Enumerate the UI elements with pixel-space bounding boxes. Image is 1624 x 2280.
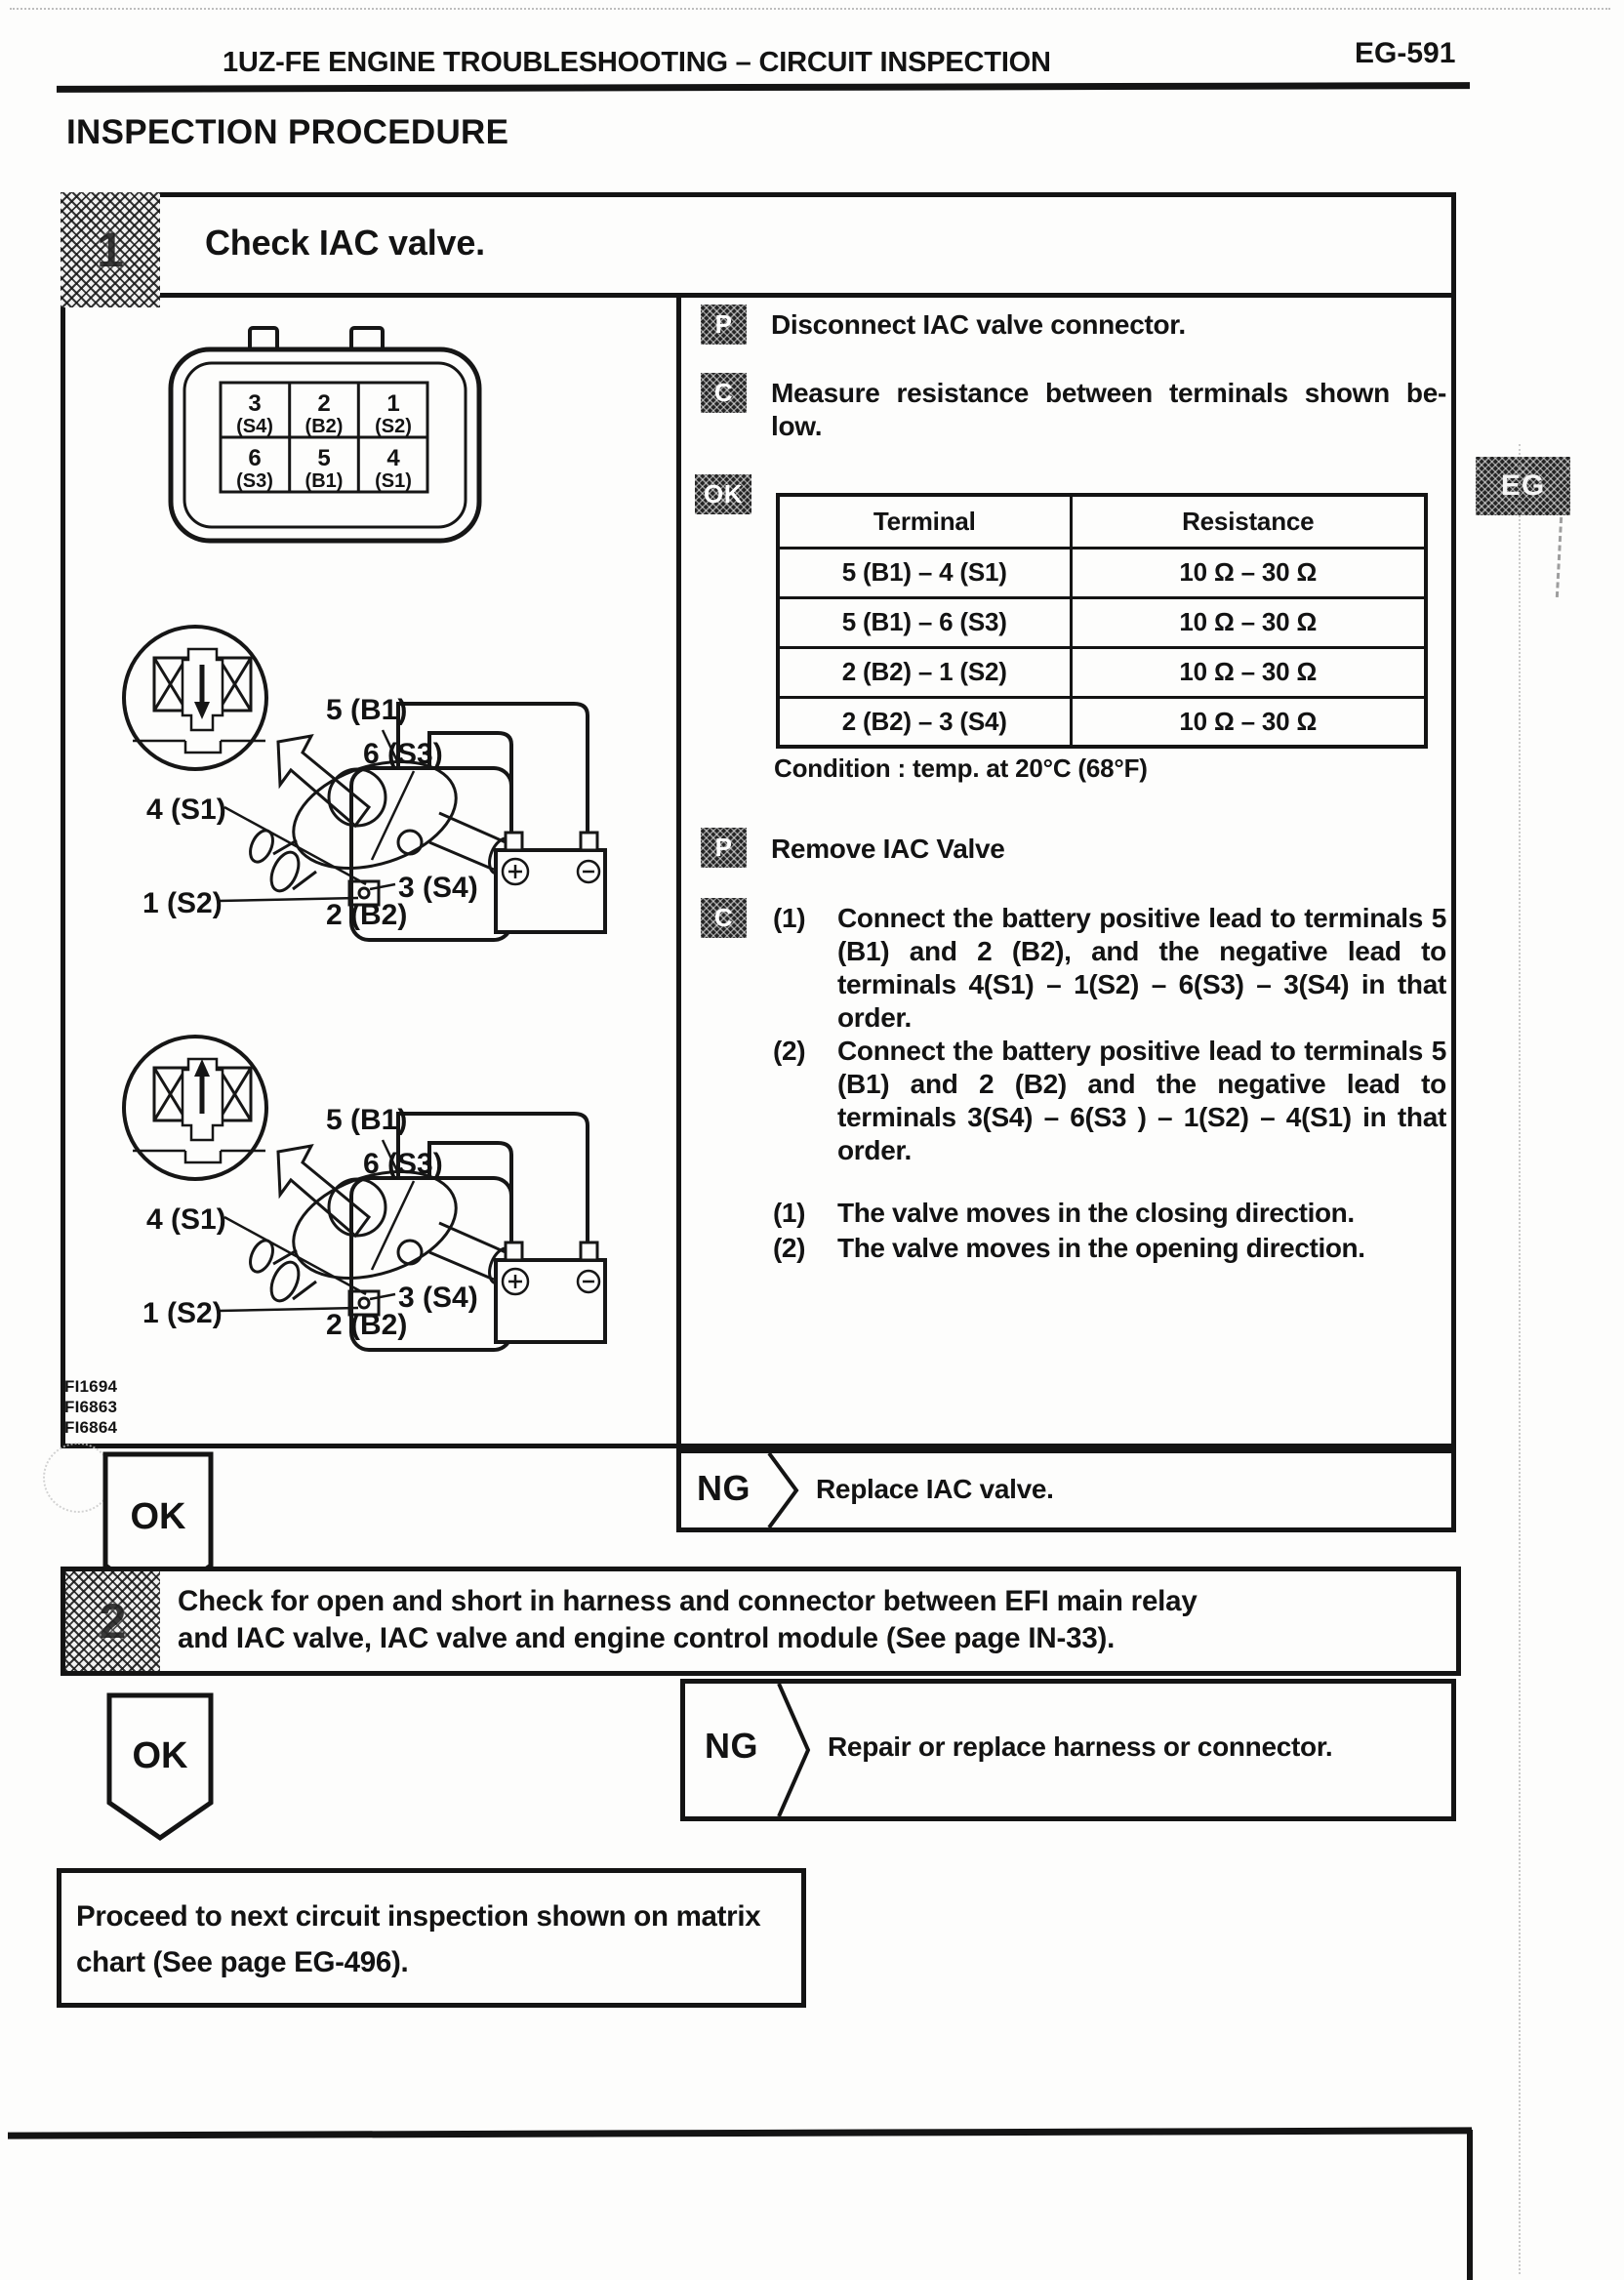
scan-line-bottom — [8, 2127, 1472, 2138]
step2-ng-label: NG — [705, 1726, 758, 1766]
resistance-cell: 10 Ω – 30 Ω — [1071, 548, 1426, 597]
list-number: (2) — [773, 1036, 806, 1066]
prepare-badge — [701, 828, 747, 868]
figure-id: FI6864 — [64, 1418, 118, 1437]
pin-code: (S4) — [236, 416, 273, 437]
prepare-badge-letter: P — [714, 309, 733, 339]
step1-instruction-measure — [771, 377, 1446, 443]
pin-code: (S2) — [375, 416, 412, 437]
label-terminal-b1: 5 (B1) — [326, 694, 408, 726]
header-rule — [57, 82, 1470, 93]
scan-noise-top — [10, 8, 1610, 10]
scan-mark-tab — [1556, 517, 1563, 597]
step1-column-divider — [676, 296, 681, 1448]
side-tab-label: EG — [1500, 469, 1546, 502]
check-badge — [701, 373, 747, 413]
prepare-badge-letter: P — [714, 833, 733, 862]
pin-num: 2 — [317, 390, 331, 417]
label-terminal-s1: 4 (S1) — [146, 1203, 226, 1236]
check-badge — [701, 898, 747, 938]
scan-line-bottom-right — [1467, 2130, 1473, 2280]
proceed-text — [76, 1893, 760, 1985]
step2-number-cell — [65, 1571, 160, 1671]
step2-title — [178, 1583, 1198, 1657]
pin-num: 1 — [386, 390, 400, 417]
step1-instruction-disconnect: Disconnect IAC valve connector. — [771, 309, 1186, 340]
pin-code: (S1) — [375, 470, 412, 492]
terminal-cell: 5 (B1) – 6 (S3) — [778, 597, 1071, 647]
pin-num: 3 — [248, 390, 262, 417]
resistance-cell: 10 Ω – 30 Ω — [1071, 597, 1426, 647]
iac-test-diagram-closing — [70, 561, 675, 966]
result-text: The valve moves in the closing direction. — [837, 1198, 1355, 1228]
step2-ng-text: Repair or replace harness or connector. — [828, 1731, 1333, 1762]
step2-title-line: and IAC valve, IAC valve and engine control module (See page IN-33). — [178, 1622, 1116, 1654]
pin-code: (B2) — [304, 416, 344, 437]
step2-ok-arrow — [105, 1691, 215, 1846]
iac-connector-diagram — [168, 322, 500, 549]
pin-code: (S3) — [236, 470, 273, 492]
label-terminal-s3: 6 (S3) — [363, 738, 443, 770]
resistance-table — [776, 493, 1428, 749]
pin-num: 5 — [317, 445, 331, 471]
step1-header-rule — [160, 293, 1454, 298]
page-header-title: 1UZ-FE ENGINE TROUBLESHOOTING – CIRCUIT INSPECTION — [223, 47, 1051, 78]
terminal-cell: 5 (B1) – 4 (S1) — [778, 548, 1071, 597]
label-terminal-s1: 4 (S1) — [146, 794, 226, 826]
connect-step-1 — [773, 902, 1446, 1035]
figure-ids — [64, 1376, 117, 1438]
result-opening — [773, 1232, 1446, 1265]
terminal-cell: 2 (B2) – 1 (S2) — [778, 647, 1071, 697]
table-row — [778, 697, 1426, 747]
instruction-line: Measure resistance between terminals shown be- — [771, 378, 1446, 408]
label-terminal-s4: 3 (S4) — [398, 872, 478, 904]
side-tab-eg — [1476, 457, 1570, 515]
result-number: (1) — [773, 1198, 806, 1228]
page-number: EG-591 — [1355, 37, 1456, 69]
step1-ng-label: NG — [697, 1468, 751, 1508]
step2-ng-chevron — [777, 1684, 814, 1816]
resistance-cell: 10 Ω – 30 Ω — [1071, 647, 1426, 697]
step2-title-line: Check for open and short in harness and connector between EFI main relay — [178, 1585, 1198, 1617]
check-badge-letter: C — [713, 903, 734, 932]
proceed-line: Proceed to next circuit inspection shown on matrix — [76, 1900, 761, 1933]
section-title: INSPECTION PROCEDURE — [66, 113, 509, 151]
list-text: Connect the battery positive lead to terminals 5 (B1) and 2 (B2) and the negative lead to terminals 3(S4) – 6(S3 ) – 1(S2) – 4(S1) in that order. — [837, 1036, 1446, 1165]
label-terminal-s3: 6 (S3) — [363, 1148, 443, 1180]
step1-number: 1 — [97, 223, 124, 277]
battery — [496, 1242, 605, 1342]
pin-num: 6 — [248, 445, 262, 471]
label-terminal-b2: 2 (B2) — [326, 1309, 408, 1341]
step2-number: 2 — [99, 1594, 127, 1649]
pin-num: 4 — [386, 445, 400, 471]
scan-edge-right — [1519, 444, 1521, 2274]
instruction-line: low. — [771, 411, 823, 441]
list-text: Connect the battery positive lead to terminals 5 (B1) and 2 (B2), and the negative lead to terminals 4(S1) – 1(S2) – 6(S3) – 3(S4) in that order. — [837, 903, 1446, 1033]
step1-ng-chevron — [767, 1453, 802, 1527]
callout-arrow — [278, 736, 369, 826]
ok-arrow-label: OK — [132, 1735, 188, 1776]
label-terminal-b1: 5 (B1) — [326, 1104, 408, 1136]
label-terminal-s2: 1 (S2) — [142, 887, 223, 919]
table-row — [778, 597, 1426, 647]
check-badge-letter: C — [713, 378, 734, 407]
ok-arrow-label: OK — [130, 1496, 186, 1537]
figure-id: FI6863 — [64, 1398, 118, 1416]
step1-title: Check IAC valve. — [205, 223, 485, 263]
prepare-badge — [701, 305, 747, 345]
step1-ng-text: Replace IAC valve. — [816, 1474, 1054, 1504]
ok-spec-badge — [695, 474, 751, 514]
ok-spec-badge-letters: OK — [704, 479, 743, 509]
condition-note: Condition : temp. at 20°C (68°F) — [774, 753, 1148, 783]
proceed-line: chart (See page EG-496). — [76, 1946, 409, 1978]
label-terminal-b2: 2 (B2) — [326, 899, 408, 931]
result-text: The valve moves in the opening direction. — [837, 1233, 1365, 1263]
callout-arrow — [278, 1146, 369, 1236]
result-closing — [773, 1197, 1446, 1230]
table-header-terminal: Terminal — [778, 495, 1071, 548]
resistance-cell: 10 Ω – 30 Ω — [1071, 697, 1426, 747]
table-header-resistance: Resistance — [1071, 495, 1426, 548]
table-row — [778, 548, 1426, 597]
step1-instruction-remove: Remove IAC Valve — [771, 834, 1005, 864]
label-terminal-s2: 1 (S2) — [142, 1297, 223, 1329]
iac-test-diagram-opening — [70, 971, 675, 1376]
figure-id: FI1694 — [64, 1377, 118, 1396]
label-terminal-s4: 3 (S4) — [398, 1282, 478, 1314]
connect-step-2 — [773, 1035, 1446, 1167]
list-number: (1) — [773, 903, 806, 933]
result-number: (2) — [773, 1233, 806, 1263]
terminal-cell: 2 (B2) – 3 (S4) — [778, 697, 1071, 747]
step1-number-cell — [61, 192, 160, 307]
battery — [496, 833, 605, 932]
pin-code: (B1) — [304, 470, 344, 492]
table-row — [778, 647, 1426, 697]
